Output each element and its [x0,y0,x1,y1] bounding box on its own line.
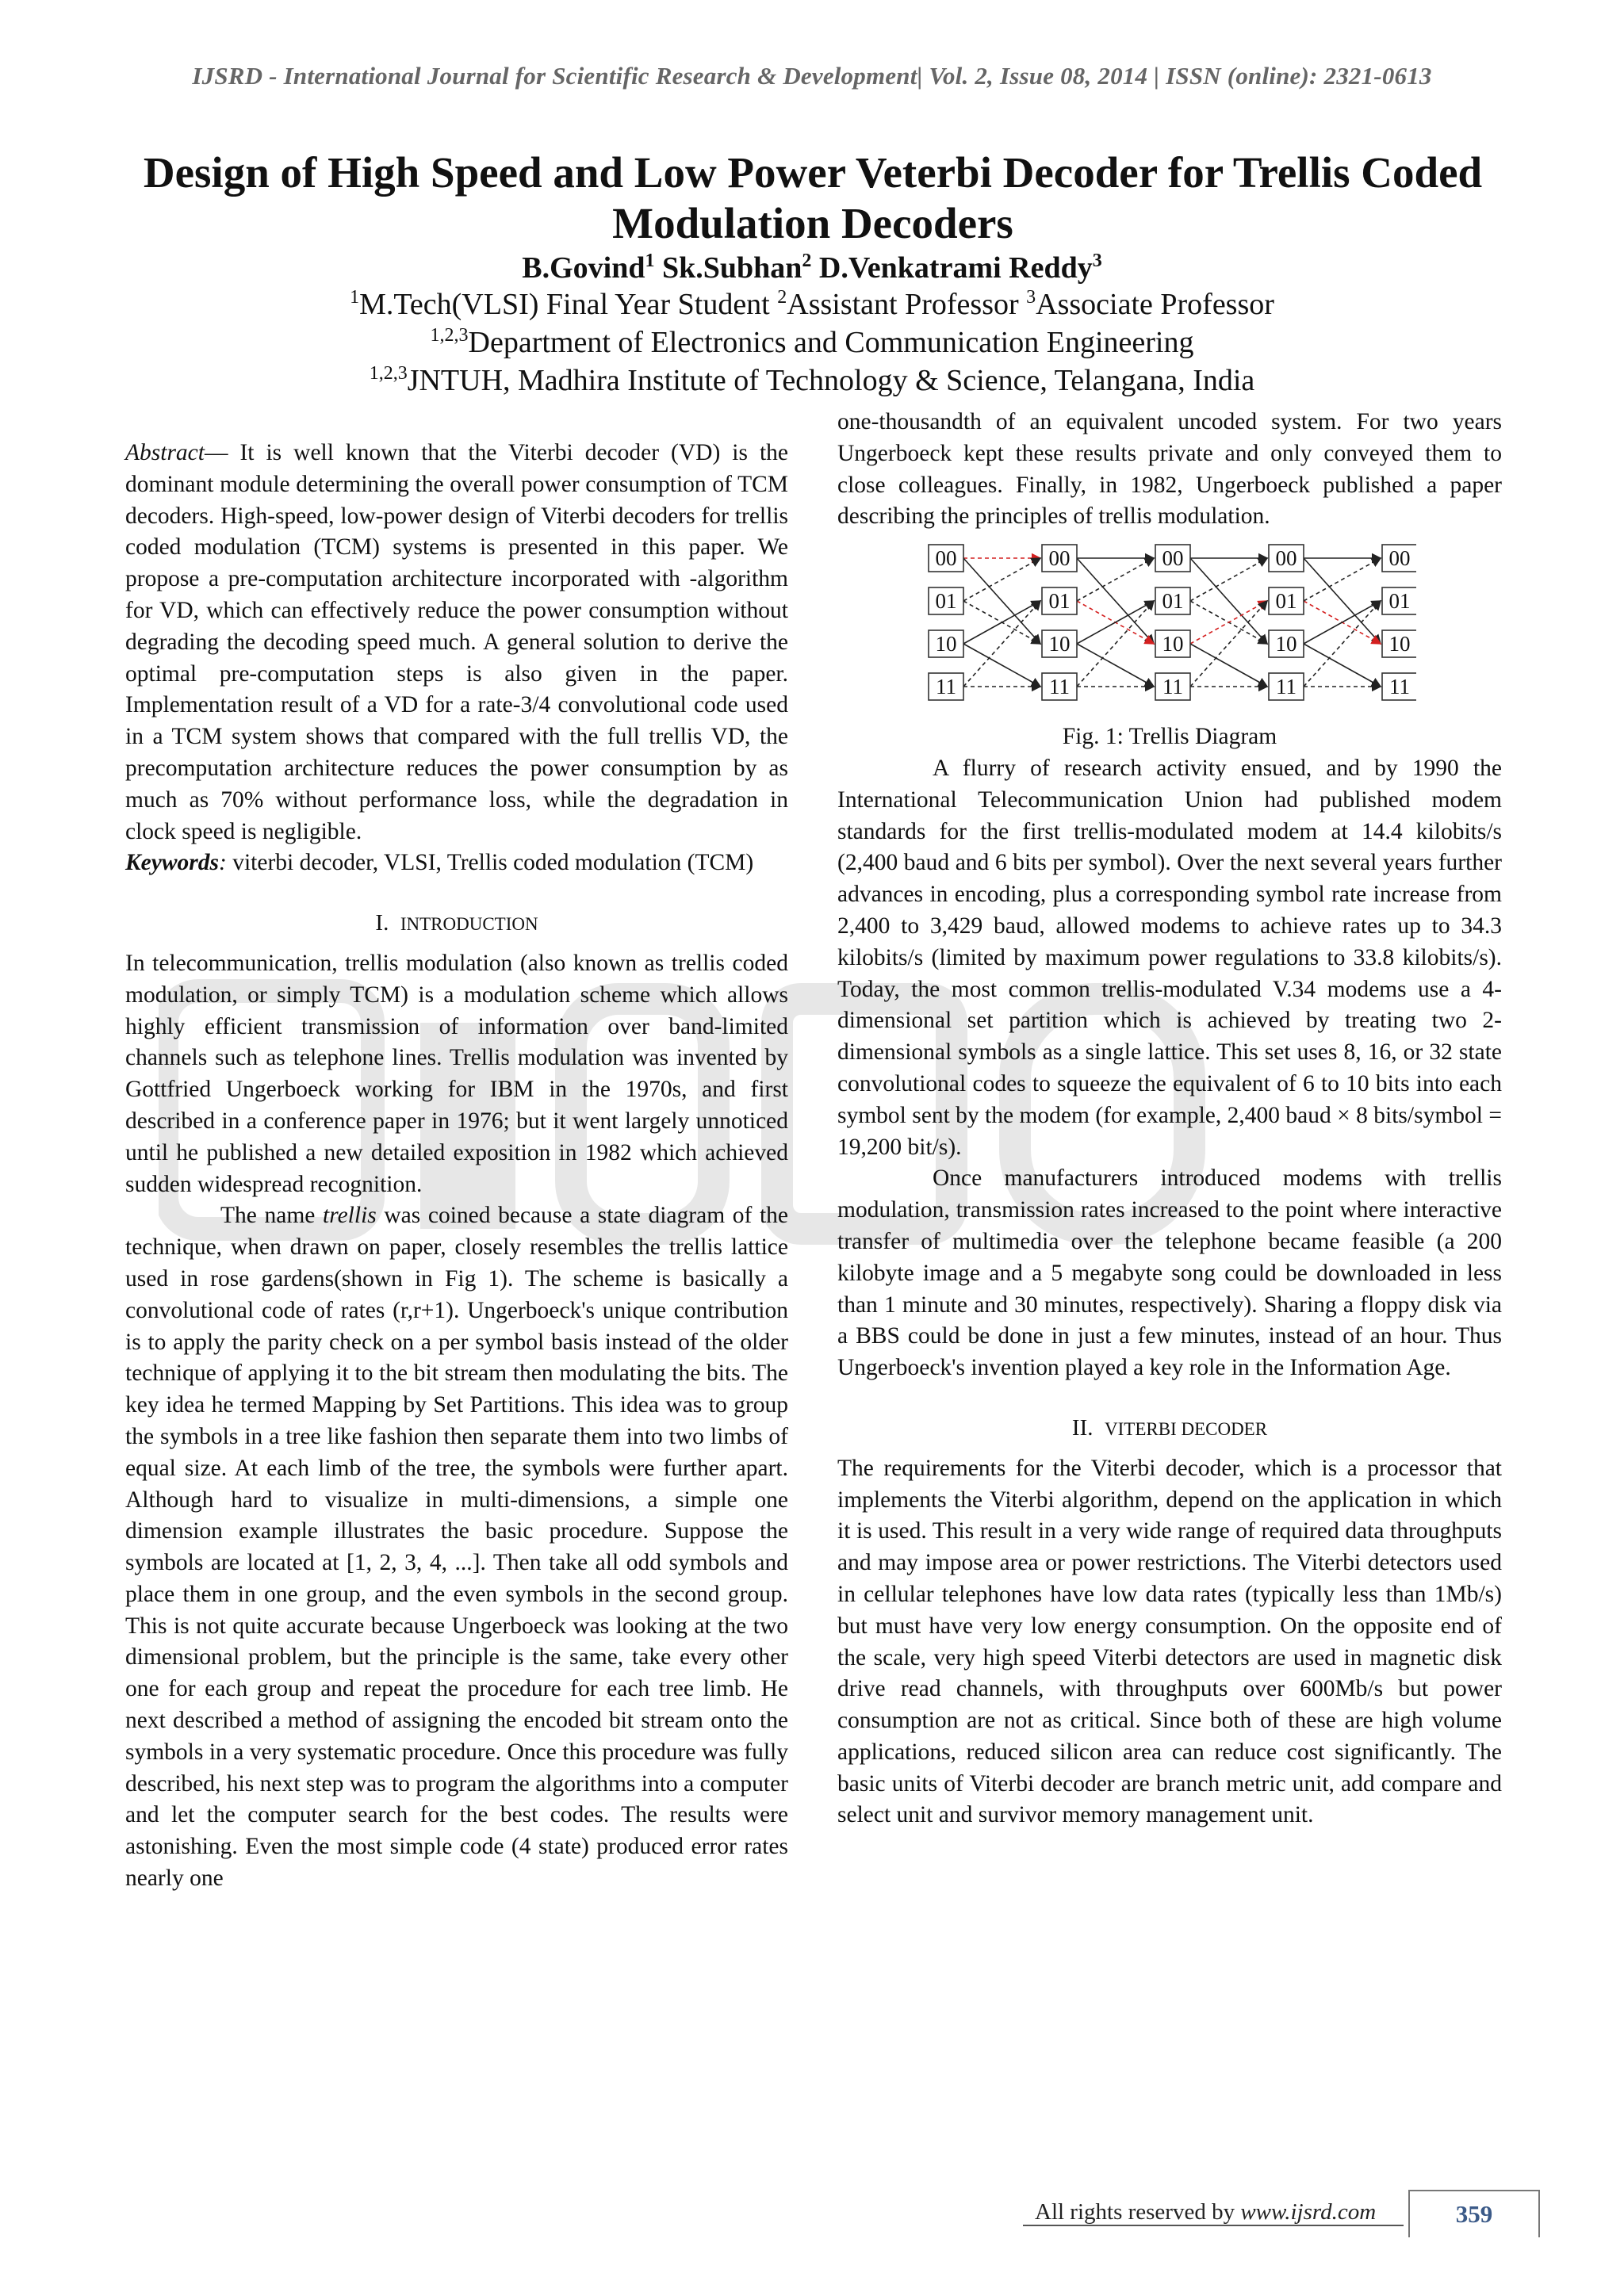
trellis-state-label: 11 [936,675,956,699]
institute-text: JNTUH, Madhira Institute of Technology & Science, Telangana, India [407,364,1255,397]
footer-site-link[interactable]: www.ijsrd.com [1240,2199,1377,2225]
trellis-branch [1304,644,1381,687]
trellis-branch [1190,558,1267,601]
trellis-branch [963,558,1040,601]
intro-paragraph-1: In telecommunication, trellis modulation (also known as trellis coded modulation, or simply TCM) is a modulation scheme which allows highly efficient transmission of information over band-limited channels such as telephone lines. Trellis modulation was invented by Gottfried Ungerboeck working for IBM in the 1970s, and first described in a conference paper in 1976; but it went largely unnoticed until he published a new detailed exposition in 1982 which achieved sudden widespread recognition. [125,950,788,1197]
trellis-branch [1077,644,1154,687]
author-sup: 3 [1092,251,1102,271]
abstract-text: It is well known that the Viterbi decoder (VD) is the dominant module determining the overall power consumption of TCM decoders. High-speed, low-power design of Viterbi decoders for trellis coded modulation (TCM) systems is presented in this paper. We propose a pre-computation architecture incorporated with -algorithm for VD, which can effectively reduce the power consumption without degrading the decoding speed much. A general solution to derive the optimal pre-computation steps is also given in the paper. Implementation result of a VD for a rate-3/4 convolutional code used in a TCM system shows that compared with the full trellis VD, the precomputation architecture reduces the power consumption by as much as 70% without performance loss, while the degradation in clock speed is negligible. [125,440,788,844]
trellis-branch [1077,558,1154,644]
trellis-branch [1077,601,1154,687]
trellis-branch [1304,601,1381,687]
trellis-state-label: 10 [1048,632,1071,656]
page-number: 359 [1408,2190,1540,2237]
intro-paragraph-3: A flurry of research activity ensued, and by 1990 the International Telecommunication Union had published modem standards for the first trellis-modulated modem at 14.4 kilobits/s (2,400 baud and 6 bits per symbol). Over the next several years further advances in encoding, plus a corresponding symbol rate increase from 2,400 to 3,429 baud, allowed modems to achieve rates up to 34.3 kilobits/s (limited by maximum power regulations to 33.8 kilobits/s). Today, the most common trellis-modulated V.34 modems use a 4-dimensional set partition which is achieved by treating two 2-dimensional symbols as a single lattice. This set uses 8, 16, or 32 state convolutional codes to squeeze the equivalent of 6 to 10 bits into each symbol sent by the modem (for example, 2,400 baud × 8 bits/symbol = 19,200 bit/s). [837,755,1502,1160]
trellis-state-label: 01 [935,589,957,614]
abstract-dash: — [204,440,240,465]
trellis-branch [963,601,1040,687]
trellis-branch [1077,558,1154,601]
section-title: INTRODUCTION [400,914,538,935]
department-text: Department of Electronics and Communication Engineering [468,326,1194,359]
trellis-state-label: 10 [935,632,957,656]
trellis-state-label: 00 [935,546,957,571]
trellis-state-label: 10 [1388,632,1411,656]
trellis-branch [1304,558,1381,601]
keywords [125,848,788,879]
trellis-state-label: 11 [1276,675,1297,699]
trellis-state-label: 01 [1275,589,1297,614]
right-column [837,407,1502,1831]
trellis-state-label: 11 [1162,675,1183,699]
trellis-state-label: 11 [1389,675,1410,699]
author-sup: 2 [802,251,812,271]
intro-paragraph-2 [125,1200,788,1895]
trellis-state-label: 10 [1162,632,1184,656]
author-name: B.Govind [522,251,645,285]
trellis-state-label: 01 [1162,589,1184,614]
intro-paragraph-4: Once manufacturers introduced modems with trellis modulation, transmission rates increased to the point where interactive transfer of multimedia over the telephone became feasible (a 200 kilobyte image and a 5 megabyte song could be downloaded in less than 1 minute and 30 minutes, respectively). Sharing a floppy disk via a BBS could be done in just a few minutes, instead of an hour. Thus Ungerboeck's invention played a key role in the Information Age. [837,1165,1502,1381]
footer-rights-prefix: All rights reserved by [1035,2199,1241,2225]
author-name: D.Venkatrami Reddy [818,251,1093,285]
trellis-state-label: 11 [1049,675,1070,699]
figure-trellis [837,542,1502,715]
abstract [125,438,788,848]
department-sup: 1,2,3 [430,325,469,346]
section-number: I. [375,910,389,936]
intro-p2-after: was coined because a state diagram of the technique, when drawn on paper, closely resembles the trellis lattice used in rose gardens(shown in Fig 1). The scheme is basically a convolutional code of rates (r,r+1). Ungerboeck's unique contribution is to apply the parity check on a per symbol basis instead of the older technique of applying it to the bit stream then modulating the bits. The key idea he termed Mapping by Set Partitions. This idea was to group the symbols in a tree like fashion then separate them into two limbs of equal size. At each limb of the tree, the symbols were further apart. Although hard to visualize in multi-dimensions, a simple one dimension example illustrates the basic procedure. Suppose the symbols are located at [1, 2, 3, 4, ...]. Then take all odd symbols and place them in one group, and the even symbols in the second group. This is not quite accurate because Ungerboeck was looking at the two dimensional problem, but the principle is the same, take every other one for each group and repeat the procedure for each tree limb. He next described a method of assigning the encoded bit stream onto the symbols in a very systematic procedure. Once this procedure was fully described, his next step was to program the algorithms into a computer and let the computer search for the best codes. The results were astonishing. Even the most simple code (4 state) produced error rates nearly one [125,1203,788,1892]
abstract-label: Abstract [125,440,205,465]
institute-sup: 1,2,3 [369,363,408,384]
section-title: VITERBI DECODER [1105,1418,1268,1439]
author-sup: 1 [645,251,655,271]
trellis-state-label: 10 [1275,632,1297,656]
footer-rights [1035,2199,1376,2225]
author-name: Sk.Subhan [661,251,802,285]
department [0,325,1624,360]
section-heading-introduction [125,908,788,940]
trellis-state-label: 00 [1275,546,1297,571]
intro-p2-before: The name [220,1203,323,1229]
trellis-branch [1190,558,1267,644]
trellis-state-label: 00 [1162,546,1184,571]
role-text: M.Tech(VLSI) Final Year Student [359,288,778,321]
trellis-branch [963,558,1040,644]
trellis-state-label: 01 [1388,589,1411,614]
footer-divider [1023,2225,1404,2226]
trellis-branch [1190,601,1267,687]
trellis-branch [1304,558,1381,644]
role-sup: 2 [777,287,787,308]
role-text: Associate Professor [1036,288,1274,321]
intro-p2-term: trellis [323,1203,377,1229]
institute [0,363,1624,398]
section-heading-viterbi-decoder [837,1413,1502,1445]
role-sup: 3 [1026,287,1036,308]
author-list [0,251,1624,285]
left-column [125,438,788,1895]
author-roles [0,287,1624,322]
figure-caption: Fig. 1: Trellis Diagram [1062,724,1277,750]
trellis-branch [1190,644,1267,687]
intro-paragraph-2-continued: one-thousandth of an equivalent uncoded system. For two years Ungerboeck kept these results private and only conveyed them to close colleagues. Finally, in 1982, Ungerboeck published a paper describing the principles of trellis modulation. [837,409,1502,530]
viterbi-paragraph-1: The requirements for the Viterbi decoder, which is a processor that implements the Viterbi algorithm, depend on the application in which it is used. This result in a very wide range of required data throughputs and may impose area or power restrictions. The Viterbi detectors used in cellular telephones have low data rates (typically less than 1Mb/s) but must have very low energy consumption. On the opposite end of the scale, very high speed Viterbi detectors are used in magnetic disk drive read channels, with throughputs over 600Mb/s but power consumption are not as critical. Since both of these are high volume applications, reduced silicon area can reduce cost significantly. The basic units of Viterbi decoder are branch metric unit, add compare and select unit and survivor memory management unit. [837,1455,1502,1828]
trellis-diagram [925,542,1416,715]
journal-header: IJSRD - International Journal for Scientific Research & Development| Vol. 2, Issue 08, 2014 | ISSN (online): 2321-0613 [192,62,1432,90]
paper-title: Design of High Speed and Low Power Veterbi Decoder for Trellis Coded Modulation Decoders [143,148,1483,247]
keywords-text: viterbi decoder, VLSI, Trellis coded modulation (TCM) [232,850,754,876]
keywords-label: Keywords [125,850,219,876]
trellis-branch [963,644,1040,687]
section-number: II. [1071,1414,1094,1441]
trellis-state-label: 00 [1048,546,1071,571]
role-sup: 1 [350,287,360,308]
trellis-state-label: 00 [1388,546,1411,571]
keywords-sep: : [219,850,233,876]
trellis-state-label: 01 [1048,589,1071,614]
role-text: Assistant Professor [787,288,1027,321]
